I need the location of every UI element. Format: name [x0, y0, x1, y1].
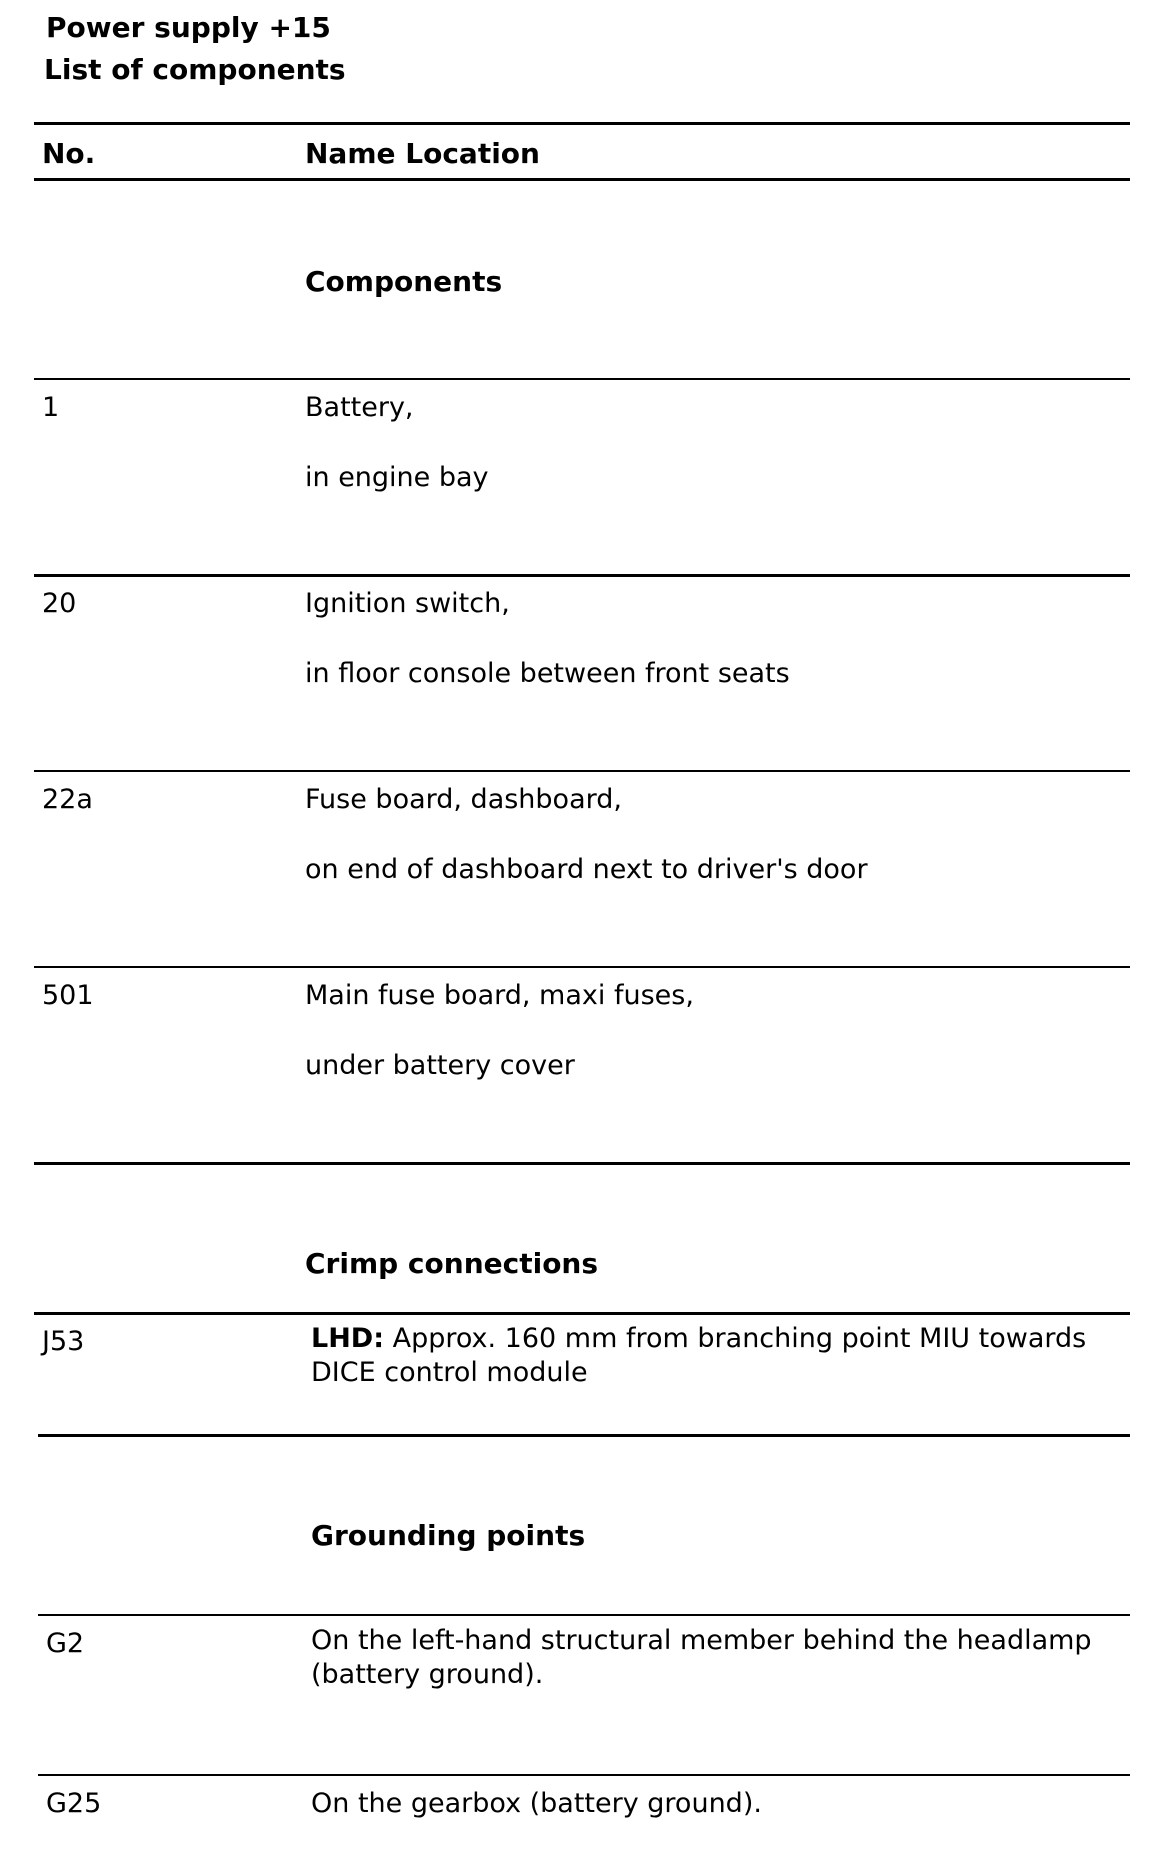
- row-divider: [34, 1312, 1130, 1315]
- section-heading-components: Components: [305, 265, 503, 298]
- component-location: in floor console between front seats: [305, 658, 790, 689]
- section-rule: [34, 1162, 1130, 1165]
- table-top-rule: [34, 122, 1130, 125]
- component-location: in engine bay: [305, 462, 489, 493]
- row-divider: [34, 378, 1130, 380]
- component-name: Battery,: [305, 392, 414, 423]
- component-location: under battery cover: [305, 1050, 575, 1081]
- component-name: Fuse board, dashboard,: [305, 784, 622, 815]
- row-number: J53: [42, 1326, 85, 1357]
- document-subtitle: List of components: [44, 53, 346, 86]
- row-number: G2: [46, 1628, 85, 1659]
- document-title: Power supply +15: [46, 11, 331, 44]
- row-divider: [34, 770, 1130, 772]
- section-heading-grounding-points: Grounding points: [311, 1519, 586, 1552]
- row-number: 501: [42, 980, 94, 1011]
- row-divider: [34, 966, 1130, 968]
- row-number: 1: [42, 392, 60, 423]
- lhd-label: LHD:: [311, 1323, 385, 1354]
- table-header-rule: [34, 178, 1130, 181]
- component-name: Main fuse board, maxi fuses,: [305, 980, 694, 1011]
- column-header-name-location: Name Location: [305, 137, 540, 170]
- row-divider: [38, 1774, 1130, 1776]
- component-name: Ignition switch,: [305, 588, 510, 619]
- crimp-location-text: [311, 1322, 1126, 1390]
- grounding-location: On the gearbox (battery ground).: [311, 1788, 762, 1819]
- row-number: G25: [46, 1788, 102, 1819]
- section-rule: [38, 1434, 1130, 1437]
- section-heading-crimp-connections: Crimp connections: [305, 1247, 599, 1280]
- row-divider: [38, 1614, 1130, 1616]
- row-number: 20: [42, 588, 77, 619]
- row-number: 22a: [42, 784, 93, 815]
- row-divider: [34, 574, 1130, 577]
- column-header-no: No.: [42, 137, 96, 170]
- component-location: on end of dashboard next to driver's door: [305, 854, 868, 885]
- grounding-location: On the left-hand structural member behind the headlamp (battery ground).: [311, 1625, 1092, 1690]
- crimp-description: Approx. 160 mm from branching point MIU towards DICE control module: [311, 1323, 1087, 1388]
